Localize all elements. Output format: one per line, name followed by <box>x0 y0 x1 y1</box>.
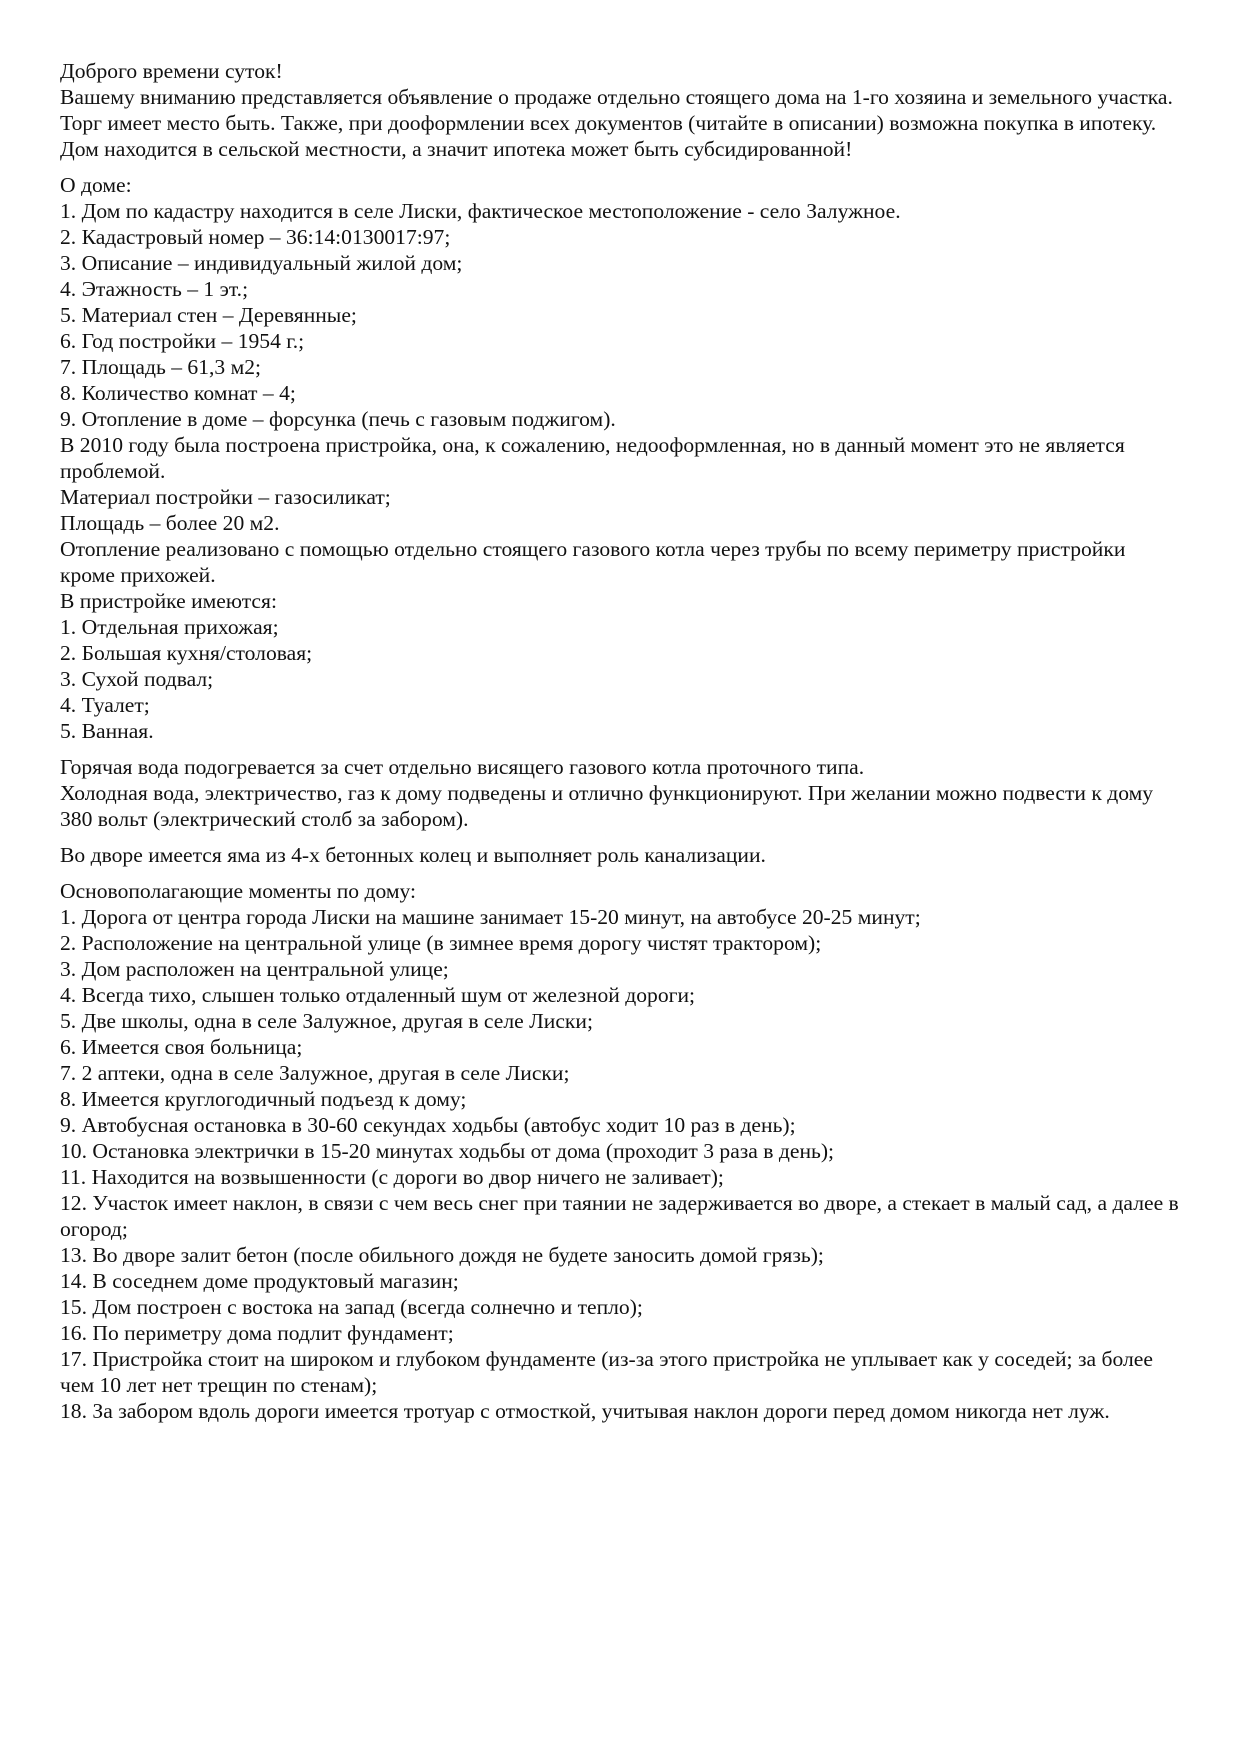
key-point-item: 8. Имеется круглогодичный подъезд к дому; <box>60 1087 467 1111</box>
key-point-item: 10. Остановка электрички в 15-20 минутах ходьбы от дома (проходит 3 раза в день); <box>60 1139 835 1163</box>
intro-section <box>60 58 1180 162</box>
hot-water-note: Горячая вода подогревается за счет отдельно висящего газового котла проточного типа. <box>60 755 865 779</box>
house-detail-item: 1. Дом по кадастру находится в селе Лиски, фактическое местоположение - село Залужное. <box>60 199 901 223</box>
key-point-item: 16. По периметру дома подлит фундамент; <box>60 1321 454 1345</box>
key-point-item: 12. Участок имеет наклон, в связи с чем весь снег при таянии не задерживается во дворе, а стекает в малый сад, а далее в огород; <box>60 1191 1179 1241</box>
house-detail-item: 5. Материал стен – Деревянные; <box>60 303 357 327</box>
key-point-item: 18. За забором вдоль дороги имеется тротуар с отмосткой, учитывая наклон дороги перед домом никогда нет луж. <box>60 1399 1110 1423</box>
key-point-item: 7. 2 аптеки, одна в селе Залужное, другая в селе Лиски; <box>60 1061 570 1085</box>
extension-material: Материал постройки – газосиликат; <box>60 485 391 509</box>
extension-room-item: 4. Туалет; <box>60 693 150 717</box>
key-point-item: 14. В соседнем доме продуктовый магазин; <box>60 1269 459 1293</box>
about-house-section <box>60 172 1180 744</box>
utilities-section <box>60 754 1180 832</box>
key-point-item: 11. Находится на возвышенности (с дороги во двор ничего не заливает); <box>60 1165 724 1189</box>
key-point-item: 17. Пристройка стоит на широком и глубоком фундаменте (из-за этого пристройка не уплывает как у соседей; за более чем 10 лет нет трещин по стенам); <box>60 1347 1153 1397</box>
extension-area: Площадь – более 20 м2. <box>60 511 280 535</box>
key-point-item: 5. Две школы, одна в селе Залужное, другая в селе Лиски; <box>60 1009 593 1033</box>
extension-room-item: 5. Ванная. <box>60 719 154 743</box>
intro-sale-announcement: Вашему вниманию представляется объявление о продаже отдельно стоящего дома на 1-го хозяина и земельного участка. <box>60 85 1173 109</box>
house-detail-item: 3. Описание – индивидуальный жилой дом; <box>60 251 463 275</box>
house-detail-item: 8. Количество комнат – 4; <box>60 381 296 405</box>
key-points-section <box>60 878 1180 1424</box>
sewage-section <box>60 842 1180 868</box>
extension-room-item: 3. Сухой подвал; <box>60 667 214 691</box>
key-point-item: 3. Дом расположен на центральной улице; <box>60 957 449 981</box>
extension-rooms-heading: В пристройке имеются: <box>60 589 277 613</box>
house-detail-item: 2. Кадастровый номер – 36:14:0130017:97; <box>60 225 451 249</box>
key-point-item: 15. Дом построен с востока на запад (всегда солнечно и тепло); <box>60 1295 643 1319</box>
extension-room-item: 1. Отдельная прихожая; <box>60 615 279 639</box>
sewage-note: Во дворе имеется яма из 4-х бетонных колец и выполняет роль канализации. <box>60 843 766 867</box>
utilities-note: Холодная вода, электричество, газ к дому подведены и отлично функционируют. При желании можно подвести к дому 380 вольт (электрический столб за забором). <box>60 781 1154 831</box>
document-page <box>60 58 1180 1434</box>
greeting: Доброго времени суток! <box>60 59 283 83</box>
key-point-item: 9. Автобусная остановка в 30-60 секундах ходьбы (автобус ходит 10 раз в день); <box>60 1113 796 1137</box>
house-detail-item: 9. Отопление в доме – форсунка (печь с газовым поджигом). <box>60 407 616 431</box>
key-point-item: 6. Имеется своя больница; <box>60 1035 303 1059</box>
extension-built-note: В 2010 году была построена пристройка, она, к сожалению, недооформленная, но в данный момент это не является проблемой. <box>60 433 1125 483</box>
extension-room-item: 2. Большая кухня/столовая; <box>60 641 313 665</box>
key-point-item: 1. Дорога от центра города Лиски на машине занимает 15-20 минут, на автобусе 20-25 минут; <box>60 905 921 929</box>
key-point-item: 2. Расположение на центральной улице (в зимнее время дорогу чистят трактором); <box>60 931 822 955</box>
about-house-heading: О доме: <box>60 173 132 197</box>
key-points-heading: Основополагающие моменты по дому: <box>60 879 417 903</box>
key-point-item: 4. Всегда тихо, слышен только отдаленный шум от железной дороги; <box>60 983 696 1007</box>
key-point-item: 13. Во дворе залит бетон (после обильного дождя не будете заносить домой грязь); <box>60 1243 824 1267</box>
house-detail-item: 4. Этажность – 1 эт.; <box>60 277 249 301</box>
extension-heating: Отопление реализовано с помощью отдельно стоящего газового котла через трубы по всему периметру пристройки кроме прихожей. <box>60 537 1126 587</box>
house-detail-item: 7. Площадь – 61,3 м2; <box>60 355 262 379</box>
house-detail-item: 6. Год постройки – 1954 г.; <box>60 329 305 353</box>
intro-mortgage-note: Торг имеет место быть. Также, при дооформлении всех документов (читайте в описании) возможна покупка в ипотеку. Дом находится в сельской местности, а значит ипотека может быть субсидированной! <box>60 111 1157 161</box>
